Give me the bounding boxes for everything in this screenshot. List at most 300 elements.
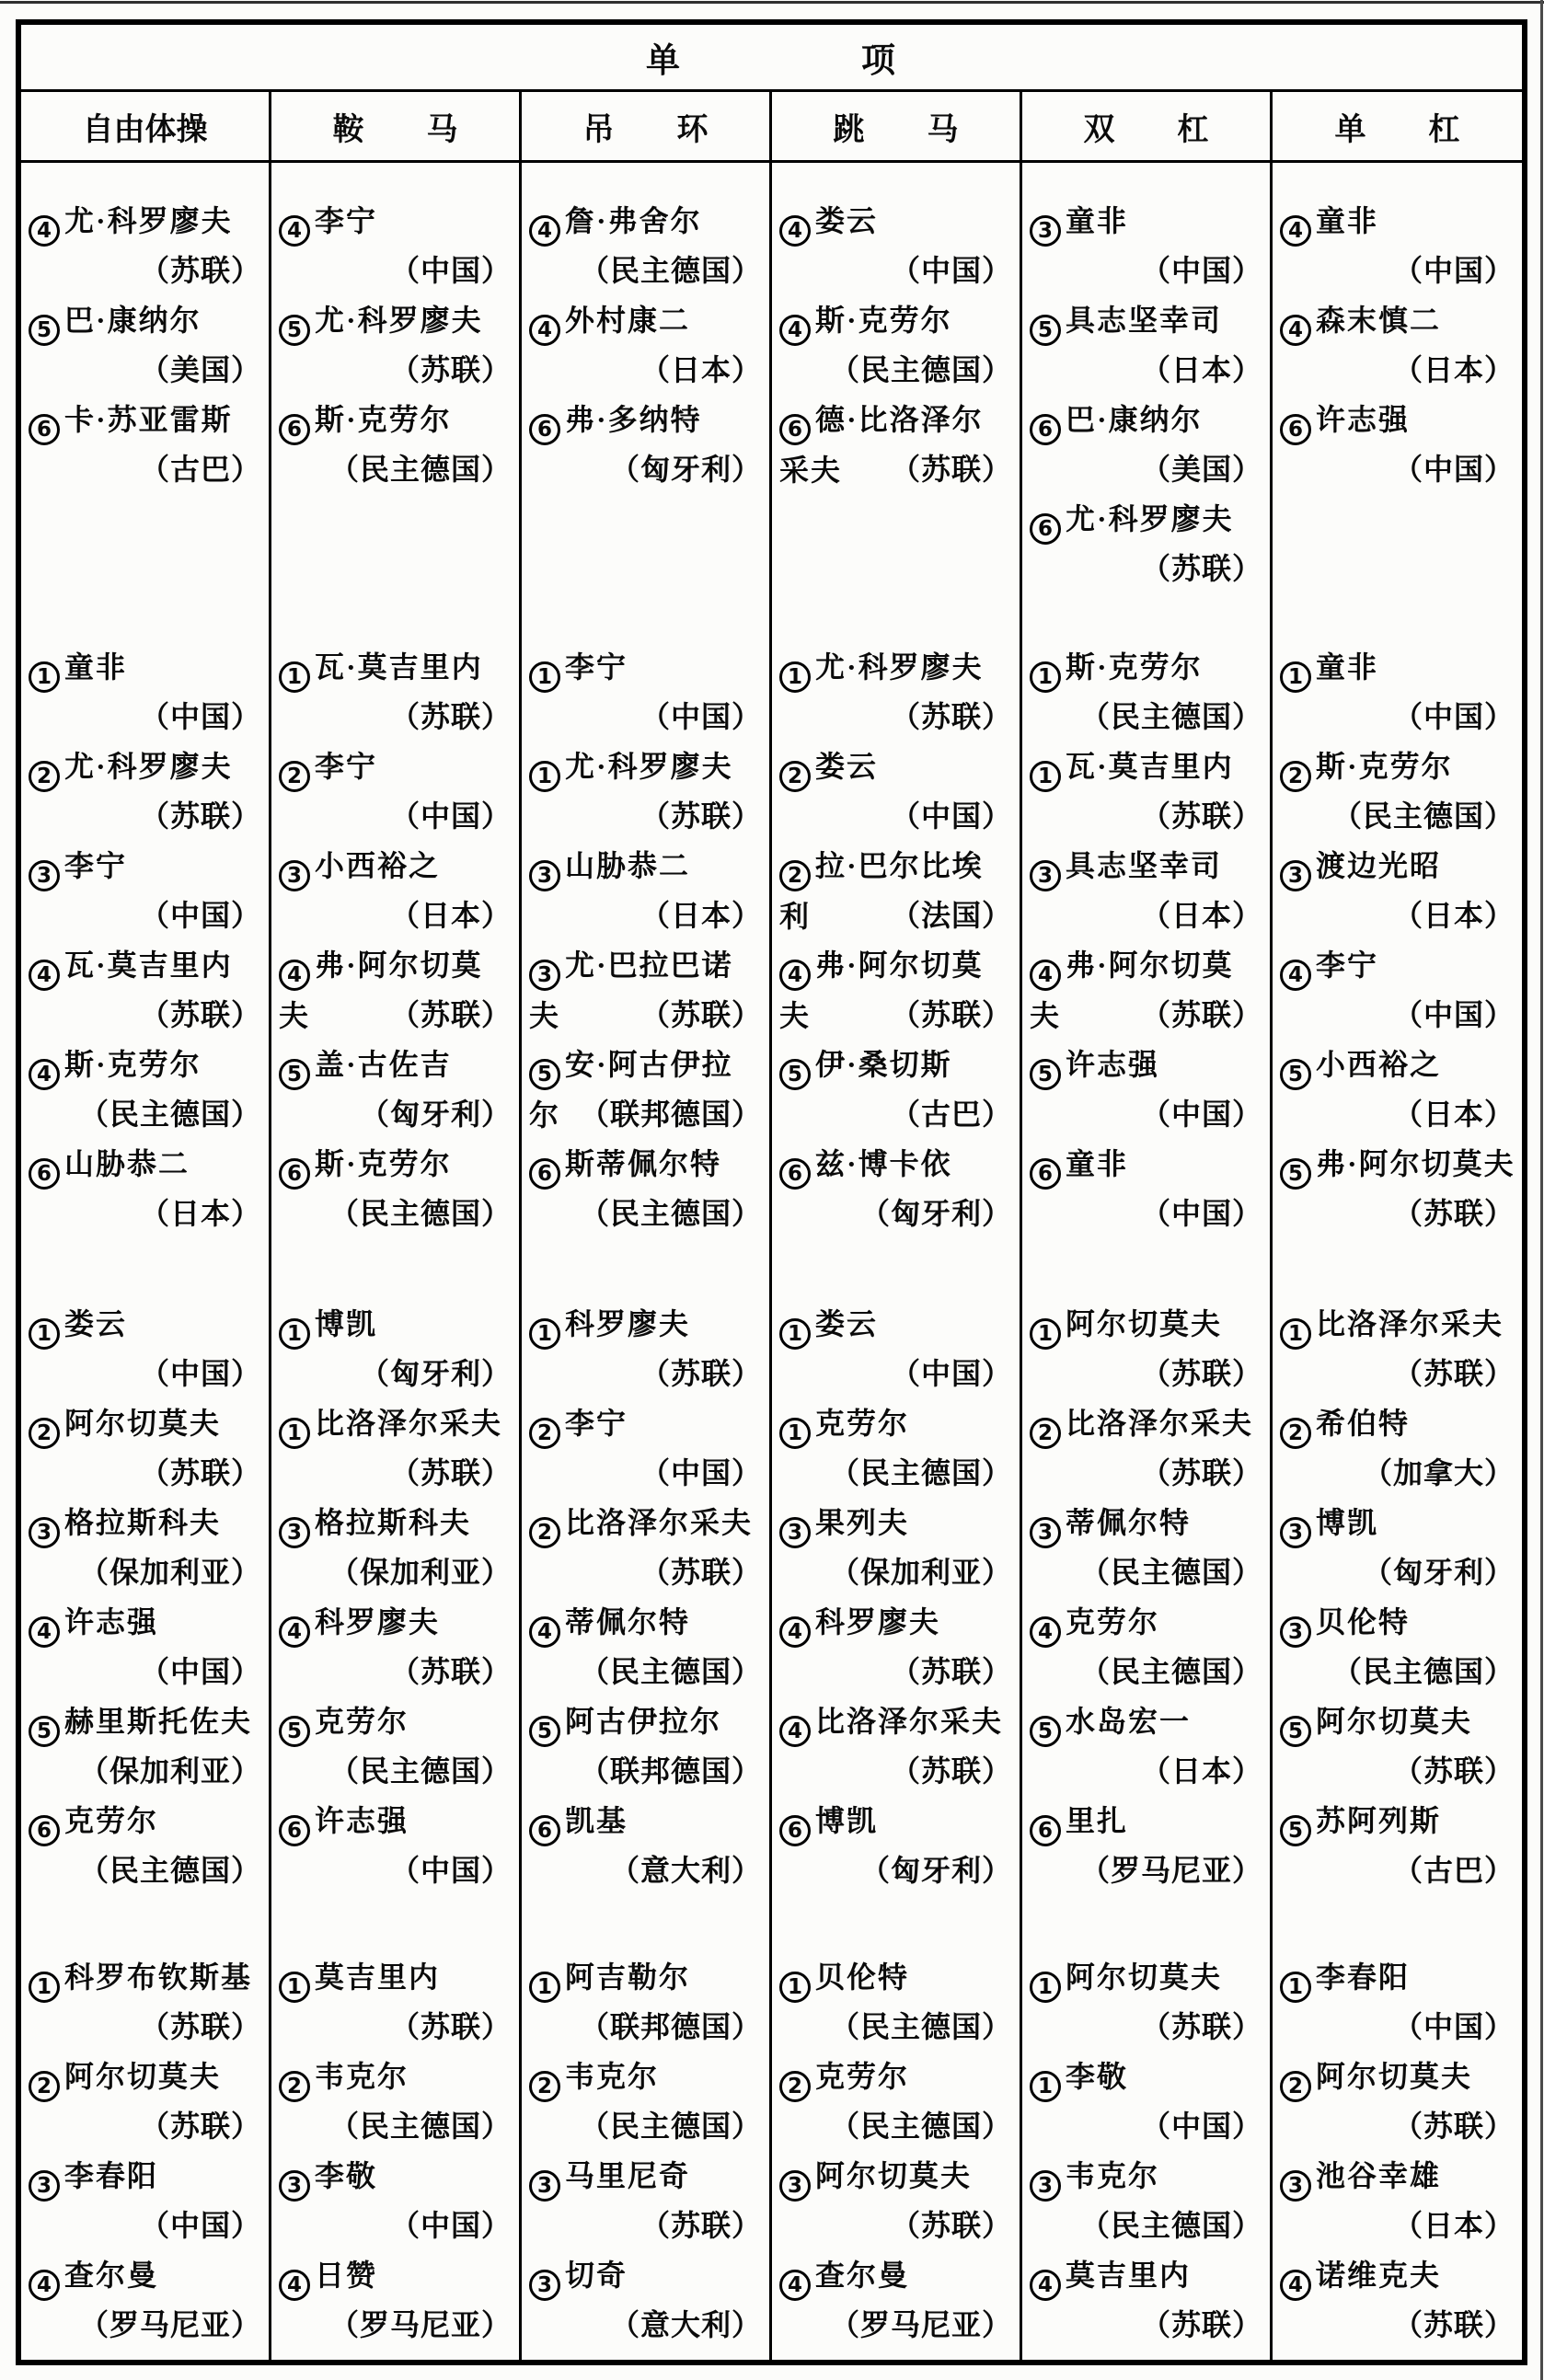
athlete-name: 凯基 <box>565 1804 628 1837</box>
result-entry <box>772 642 1020 742</box>
country-label: （苏联） <box>1392 1754 1515 1788</box>
country-label: （中国） <box>139 899 261 932</box>
country-label: （民主德国） <box>1079 1556 1262 1589</box>
country-label: （中国） <box>1140 254 1262 287</box>
athlete-name: 具志坚幸司 <box>1066 304 1223 337</box>
result-entry <box>1273 196 1522 295</box>
athlete-name: 童非 <box>1316 650 1379 684</box>
result-entry <box>21 1696 269 1796</box>
country-label: （中国） <box>1140 1098 1262 1131</box>
scan-edge-right <box>1540 0 1543 2380</box>
result-entry <box>1273 1597 1522 1696</box>
name-line <box>529 1597 764 1648</box>
result-entry <box>522 642 769 742</box>
name-line <box>1030 1796 1264 1846</box>
rank-badge: 1 <box>1280 1318 1311 1350</box>
name-line <box>1280 1952 1516 2003</box>
athlete-name: 许志强 <box>1066 1048 1160 1081</box>
name-line <box>29 1398 263 1449</box>
athlete-name: 娄云 <box>815 750 879 783</box>
name-line <box>779 2250 1014 2301</box>
rank-badge: 1 <box>1280 1972 1311 2003</box>
athlete-name: 小西裕之 <box>1316 1048 1442 1081</box>
athlete-name: 阿古伊拉尔 <box>565 1705 722 1738</box>
result-entry <box>21 1498 269 1597</box>
result-entry <box>1022 742 1270 841</box>
athlete-name: 李宁 <box>315 750 378 783</box>
result-entry <box>21 2151 269 2250</box>
column-parallel-bars <box>1022 163 1273 2360</box>
result-entry <box>1022 1398 1270 1498</box>
name-line <box>779 1139 1014 1190</box>
name-line <box>1030 1398 1264 1449</box>
name-line <box>779 196 1014 247</box>
country-label: （中国） <box>1140 1197 1262 1230</box>
country-label: （匈牙利） <box>859 1197 1012 1230</box>
rank-badge: 3 <box>29 1517 60 1548</box>
country-label: （中国） <box>1140 2110 1262 2143</box>
result-entry <box>21 742 269 841</box>
result-entry <box>522 1952 769 2052</box>
rank-badge: 2 <box>279 761 310 792</box>
country-label: （民主德国） <box>829 2010 1012 2043</box>
name-line <box>529 196 764 247</box>
result-entry <box>1022 2052 1270 2151</box>
rank-badge: 1 <box>1280 661 1311 693</box>
rank-badge: 3 <box>1280 860 1311 891</box>
rank-badge: 2 <box>1280 2071 1311 2102</box>
name-line <box>1030 742 1264 792</box>
country-label: （苏联） <box>639 998 762 1031</box>
athlete-name: 德·比洛泽尔采夫 <box>779 403 984 487</box>
rank-badge: 4 <box>1280 2270 1311 2301</box>
rank-badge: 6 <box>1030 1158 1061 1190</box>
athlete-name: 阿尔切莫夫 <box>1066 1307 1223 1340</box>
result-entry <box>522 395 769 494</box>
name-line <box>1280 395 1516 445</box>
rank-badge: 6 <box>529 1815 560 1846</box>
name-line <box>529 1952 764 2003</box>
country-label: （民主德国） <box>78 1098 261 1131</box>
result-entry <box>271 2151 519 2250</box>
rank-badge: 3 <box>279 860 310 891</box>
athlete-name: 莫吉里内 <box>1066 2259 1192 2292</box>
country-label: （苏联） <box>890 700 1012 733</box>
round-block-4 <box>772 1952 1020 2350</box>
athlete-name: 尤·科罗廖夫 <box>1066 502 1234 535</box>
name-line <box>1280 1139 1516 1190</box>
rank-badge: 6 <box>529 1158 560 1190</box>
country-label: （中国） <box>139 1655 261 1688</box>
rank-badge: 1 <box>529 1972 560 2003</box>
column-horizontal-bar <box>1273 163 1522 2360</box>
name-line <box>1280 1597 1516 1648</box>
name-line <box>1280 1299 1516 1350</box>
athlete-name: 贝伦特 <box>1316 1605 1411 1638</box>
name-line <box>779 1597 1014 1648</box>
name-line <box>29 841 263 891</box>
athlete-name: 博凯 <box>1316 1506 1379 1539</box>
athlete-name: 许志强 <box>315 1804 409 1837</box>
result-entry <box>522 295 769 395</box>
country-label: （苏联） <box>1140 2010 1262 2043</box>
result-entry <box>772 1696 1020 1796</box>
result-entry <box>271 1597 519 1696</box>
name-line <box>1030 1498 1264 1548</box>
name-line <box>279 1398 513 1449</box>
country-label: （民主德国） <box>1331 1655 1515 1688</box>
athlete-name: 尤·科罗廖夫 <box>64 750 233 783</box>
result-entry <box>1273 642 1522 742</box>
country-label: （民主德国） <box>328 1197 512 1230</box>
name-line <box>779 642 1014 693</box>
result-entry <box>1273 295 1522 395</box>
result-entry <box>772 1498 1020 1597</box>
rank-badge: 3 <box>1280 1517 1311 1548</box>
rank-badge: 5 <box>1030 1059 1061 1090</box>
round-block-4 <box>1022 1952 1270 2350</box>
athlete-name: 巴·康纳尔 <box>64 304 202 337</box>
name-line <box>529 2151 764 2202</box>
athlete-name: 科罗廖夫 <box>815 1605 941 1638</box>
result-entry <box>21 295 269 395</box>
athlete-name: 李宁 <box>315 204 378 237</box>
athlete-name: 森末慎二 <box>1316 304 1442 337</box>
athlete-name: 瓦·莫吉里内 <box>1066 750 1234 783</box>
athlete-name: 格拉斯科夫 <box>64 1506 222 1539</box>
country-label: （联邦德国） <box>579 1098 762 1131</box>
name-line <box>1280 642 1516 693</box>
column-header-rings: 吊 环 <box>522 92 772 160</box>
rank-badge: 3 <box>529 2170 560 2202</box>
name-line <box>279 742 513 792</box>
rank-badge: 3 <box>1030 2170 1061 2202</box>
name-line <box>29 2250 263 2301</box>
country-label: （民主德国） <box>328 2110 512 2143</box>
name-line <box>1280 940 1516 991</box>
result-entry <box>271 1299 519 1398</box>
round-block-1 <box>522 196 769 494</box>
athlete-name: 山胁恭二 <box>565 849 691 882</box>
country-label: （苏联） <box>639 1556 762 1589</box>
athlete-name: 具志坚幸司 <box>1066 849 1223 882</box>
athlete-name: 诺维克夫 <box>1316 2259 1442 2292</box>
athlete-name: 伊·桑切斯 <box>815 1048 952 1081</box>
round-block-2 <box>1273 642 1522 1238</box>
athlete-name: 水岛宏一 <box>1066 1705 1192 1738</box>
round-block-2 <box>271 642 519 1238</box>
country-label: （美国） <box>1140 453 1262 486</box>
table-body <box>21 163 1522 2360</box>
rank-badge: 4 <box>279 960 310 991</box>
country-label: （苏联） <box>139 799 261 833</box>
result-entry <box>1273 2151 1522 2250</box>
result-entry <box>271 742 519 841</box>
country-label: （匈牙利） <box>359 1357 512 1390</box>
round-block-4 <box>1273 1952 1522 2350</box>
country-label: （民主德国） <box>328 453 512 486</box>
athlete-name: 娄云 <box>815 204 879 237</box>
name-line <box>29 642 263 693</box>
country-label: （日本） <box>1140 899 1262 932</box>
athlete-name: 博凯 <box>815 1804 879 1837</box>
result-entry <box>1273 2052 1522 2151</box>
country-label: （苏联） <box>639 1357 762 1390</box>
rank-badge: 6 <box>279 1815 310 1846</box>
name-line <box>1030 2151 1264 2202</box>
result-entry <box>772 2151 1020 2250</box>
name-line <box>779 1398 1014 1449</box>
athlete-name: 比洛泽尔采夫 <box>565 1506 754 1539</box>
rank-badge: 5 <box>529 1716 560 1747</box>
country-label: （日本） <box>389 899 512 932</box>
rank-badge: 6 <box>1030 1815 1061 1846</box>
country-label: （苏联） <box>1140 1357 1262 1390</box>
country-label: （中国） <box>1392 2010 1515 2043</box>
rank-badge: 4 <box>1030 1616 1061 1648</box>
athlete-name: 拉·巴尔比埃利 <box>779 849 984 933</box>
rank-badge: 1 <box>29 1318 60 1350</box>
name-line <box>279 295 513 346</box>
rank-badge: 6 <box>279 414 310 445</box>
country-label: （苏联） <box>1392 2110 1515 2143</box>
result-entry <box>271 642 519 742</box>
country-label: （中国） <box>1392 453 1515 486</box>
round-block-1 <box>271 196 519 494</box>
country-label: （民主德国） <box>328 1754 512 1788</box>
athlete-name: 娄云 <box>64 1307 128 1340</box>
result-entry <box>772 1796 1020 1895</box>
name-line <box>29 1139 263 1190</box>
rank-badge: 4 <box>529 1616 560 1648</box>
result-entry <box>772 1139 1020 1238</box>
athlete-name: 渡边光昭 <box>1316 849 1442 882</box>
country-label: （苏联） <box>890 2209 1012 2242</box>
round-block-1 <box>772 196 1020 494</box>
name-line <box>1280 1796 1516 1846</box>
name-line <box>29 1952 263 2003</box>
athlete-name: 尤·巴拉巴诺夫 <box>529 949 733 1032</box>
rank-badge: 1 <box>529 661 560 693</box>
name-line <box>529 1796 764 1846</box>
athlete-name: 李春阳 <box>64 2159 159 2192</box>
rank-badge: 3 <box>29 860 60 891</box>
country-label: （古巴） <box>1392 1854 1515 1887</box>
name-line <box>279 395 513 445</box>
country-label: （苏联） <box>1392 2308 1515 2341</box>
name-line <box>279 1696 513 1747</box>
rank-badge: 3 <box>1030 1517 1061 1548</box>
result-entry <box>1022 1040 1270 1139</box>
rank-badge: 5 <box>1030 1716 1061 1747</box>
athlete-name: 克劳尔 <box>815 2060 910 2093</box>
name-line <box>1030 1597 1264 1648</box>
country-label: （苏联） <box>389 353 512 386</box>
country-label: （罗马尼亚） <box>1079 1854 1262 1887</box>
athlete-name: 斯·克劳尔 <box>315 1147 452 1180</box>
country-label: （联邦德国） <box>579 1754 762 1788</box>
rank-badge: 4 <box>29 1059 60 1090</box>
name-line <box>779 1696 1014 1747</box>
rank-badge: 1 <box>529 761 560 792</box>
name-line <box>279 2250 513 2301</box>
name-line <box>1280 1498 1516 1548</box>
country-label: （苏联） <box>890 453 1012 486</box>
rank-badge: 4 <box>29 2270 60 2301</box>
result-entry <box>21 1952 269 2052</box>
athlete-name: 尤·科罗廖夫 <box>315 304 483 337</box>
country-label: （民主德国） <box>1331 799 1515 833</box>
rank-badge: 5 <box>279 315 310 346</box>
rank-badge: 6 <box>779 1815 811 1846</box>
country-label: （联邦德国） <box>579 2010 762 2043</box>
round-block-2 <box>21 642 269 1238</box>
result-entry <box>772 1398 1020 1498</box>
rank-badge: 6 <box>779 1158 811 1190</box>
rank-badge: 2 <box>29 2071 60 2102</box>
athlete-name: 阿吉勒尔 <box>565 1960 691 1994</box>
athlete-name: 克劳尔 <box>1066 1605 1160 1638</box>
rank-badge: 1 <box>279 1972 310 2003</box>
athlete-name: 弗·多纳特 <box>565 403 702 436</box>
name-line <box>529 2250 764 2301</box>
result-entry <box>21 2250 269 2350</box>
name-line <box>279 196 513 247</box>
name-line <box>29 395 263 445</box>
athlete-name: 果列夫 <box>815 1506 910 1539</box>
rank-badge: 3 <box>529 860 560 891</box>
result-entry <box>1022 1139 1270 1238</box>
table-title-row <box>21 25 1522 92</box>
athlete-name: 斯·克劳尔 <box>64 1048 202 1081</box>
name-line <box>1280 2151 1516 2202</box>
name-line <box>29 742 263 792</box>
country-label: （中国） <box>890 799 1012 833</box>
result-entry <box>1273 940 1522 1040</box>
name-line <box>29 295 263 346</box>
round-block-3 <box>522 1299 769 1895</box>
name-line <box>1030 1040 1264 1090</box>
athlete-name: 尤·科罗廖夫 <box>815 650 984 684</box>
country-label: （中国） <box>139 700 261 733</box>
athlete-name: 阿尔切莫夫 <box>815 2159 973 2192</box>
athlete-name: 博凯 <box>315 1307 378 1340</box>
name-line <box>279 1796 513 1846</box>
country-label: （民主德国） <box>829 1456 1012 1489</box>
athlete-name: 苏阿列斯 <box>1316 1804 1442 1837</box>
rank-badge: 1 <box>1030 661 1061 693</box>
name-line <box>279 1139 513 1190</box>
athlete-name: 希伯特 <box>1316 1407 1411 1440</box>
country-label: （中国） <box>1392 998 1515 1031</box>
athlete-name: 克劳尔 <box>315 1705 409 1738</box>
athlete-name: 克劳尔 <box>815 1407 910 1440</box>
country-label: （匈牙利） <box>359 1098 512 1131</box>
country-label: （苏联） <box>389 2010 512 2043</box>
rank-badge: 3 <box>1280 2170 1311 2202</box>
result-entry <box>522 841 769 940</box>
athlete-name: 阿尔切莫夫 <box>1316 2060 1473 2093</box>
name-line <box>29 2151 263 2202</box>
country-label: （中国） <box>139 2209 261 2242</box>
country-label: （古巴） <box>890 1098 1012 1131</box>
rank-badge: 2 <box>1280 1418 1311 1449</box>
result-entry <box>772 395 1020 494</box>
rank-badge: 2 <box>1030 1418 1061 1449</box>
name-line <box>529 295 764 346</box>
result-entry <box>1022 1952 1270 2052</box>
result-entry <box>21 940 269 1040</box>
result-entry <box>1273 742 1522 841</box>
rank-badge: 5 <box>279 1059 310 1090</box>
round-block-2 <box>772 642 1020 1238</box>
rank-badge: 4 <box>29 1616 60 1648</box>
result-entry <box>1273 1796 1522 1895</box>
country-label: （中国） <box>1392 700 1515 733</box>
result-entry <box>271 1139 519 1238</box>
athlete-name: 阿尔切莫夫 <box>1066 1960 1223 1994</box>
rank-badge: 2 <box>529 1517 560 1548</box>
rank-badge: 1 <box>1030 761 1061 792</box>
result-entry <box>21 1398 269 1498</box>
round-block-4 <box>21 1952 269 2350</box>
rank-badge: 1 <box>779 1418 811 1449</box>
name-line <box>279 1498 513 1548</box>
column-header-horizontal-bar: 单 杠 <box>1334 112 1460 147</box>
name-line <box>1030 295 1264 346</box>
result-entry <box>522 196 769 295</box>
country-label: （苏联） <box>890 1655 1012 1688</box>
athlete-name: 弗·阿尔切莫夫 <box>779 949 984 1032</box>
rank-badge: 3 <box>1280 1616 1311 1648</box>
country-label: （意大利） <box>609 2308 762 2341</box>
rank-badge: 4 <box>279 1616 310 1648</box>
result-entry <box>522 1498 769 1597</box>
result-entry <box>522 2151 769 2250</box>
name-line <box>279 1952 513 2003</box>
rank-badge: 2 <box>779 761 811 792</box>
result-entry <box>1022 642 1270 742</box>
athlete-name: 弗·阿尔切莫夫 <box>1316 1147 1515 1180</box>
athlete-name: 切奇 <box>565 2259 628 2292</box>
rank-badge: 1 <box>29 1972 60 2003</box>
column-header-parallel-bars: 双 杠 <box>1022 92 1273 160</box>
name-line <box>1030 841 1264 891</box>
country-label: （苏联） <box>389 700 512 733</box>
rank-badge: 5 <box>529 1059 560 1090</box>
rank-badge: 6 <box>529 414 560 445</box>
round-block-4 <box>271 1952 519 2350</box>
rank-badge: 1 <box>1030 1318 1061 1350</box>
result-entry <box>772 2052 1020 2151</box>
rank-badge: 1 <box>279 1418 310 1449</box>
round-block-3 <box>271 1299 519 1895</box>
country-label: （日本） <box>139 1197 261 1230</box>
round-block-3 <box>1022 1299 1270 1895</box>
rank-badge: 4 <box>1280 960 1311 991</box>
athlete-name: 李敬 <box>1066 2060 1129 2093</box>
name-line <box>1030 1139 1264 1190</box>
rank-badge: 5 <box>1280 1815 1311 1846</box>
name-line <box>29 1498 263 1548</box>
athlete-name: 斯·克劳尔 <box>1066 650 1203 684</box>
result-entry <box>21 1597 269 1696</box>
name-line <box>279 642 513 693</box>
result-entry <box>21 1299 269 1398</box>
rank-badge: 6 <box>1030 414 1061 445</box>
name-line <box>279 1597 513 1648</box>
name-line <box>29 940 263 991</box>
